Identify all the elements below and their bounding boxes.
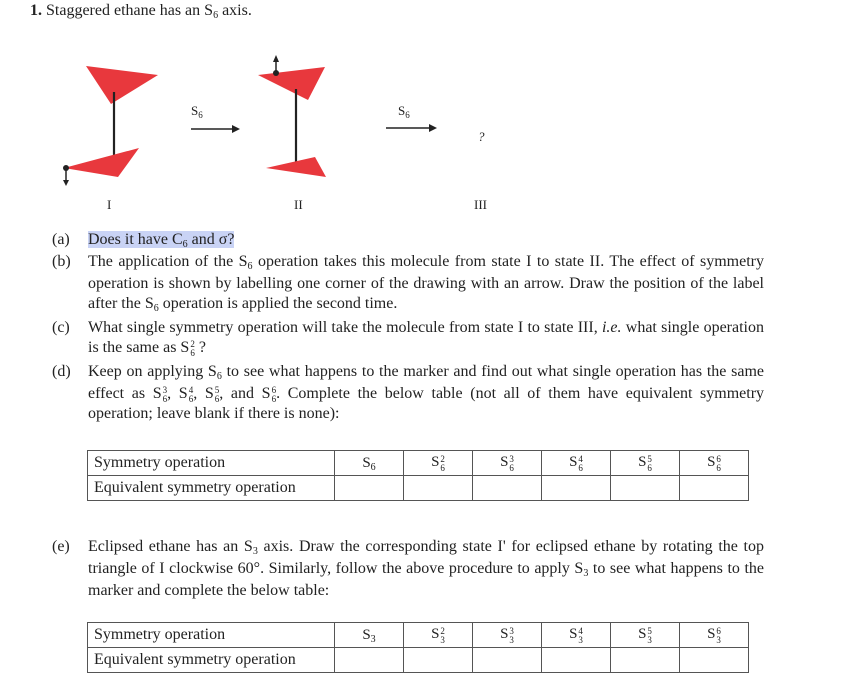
row-label: Symmetry operation <box>88 623 335 648</box>
marker-arrow-icon <box>273 55 279 62</box>
arrow-2-label: $S_6$ <box>398 103 410 120</box>
table-row <box>88 648 749 673</box>
state-i-top-triangle <box>86 66 158 104</box>
arrow-1-label: $S_6$ <box>191 103 203 120</box>
op-cell: S 2 3 <box>404 623 473 648</box>
op-cell: S3 <box>335 623 404 648</box>
answer-cell[interactable] <box>335 476 404 501</box>
s6-arrow-1 <box>191 125 240 133</box>
op-cell: S 6 6 <box>680 451 749 476</box>
op-cell: S 5 3 <box>611 623 680 648</box>
answer-cell[interactable] <box>335 648 404 673</box>
table-row <box>88 623 749 648</box>
answer-cell[interactable] <box>542 648 611 673</box>
op-cell: S 2 6 <box>404 451 473 476</box>
question-d: (d) Keep on applying S6 to see what happens to the marker and find out what single operation has the same effect as S 3 6 , S 4 6 , S 5 6 , and S 6 6 . Complete the below table (not all of them have equivalent symmetry operation; leave blank if there is none): <box>52 363 765 422</box>
problem-title: 1. Staggered ethane has an S6 axis. <box>30 2 252 21</box>
answer-cell[interactable] <box>473 648 542 673</box>
op-cell: S 4 3 <box>542 623 611 648</box>
answer-cell[interactable] <box>611 476 680 501</box>
question-c: (c) What single symmetry operation will take the molecule from state I to state III, i.e. what single operation is the same as S 2 6 ? <box>52 319 764 358</box>
row-label: Symmetry operation <box>88 451 335 476</box>
table-row <box>88 451 749 476</box>
problem-number: 1. <box>30 2 42 19</box>
state-iii-unknown: ? <box>478 129 485 144</box>
op-cell: S 3 6 <box>473 451 542 476</box>
question-e: (e) Eclipsed ethane has an S3 axis. Draw the corresponding state I' for eclipsed ethane by rotating the top triangle of I clockwise 60°. Similarly, follow the above procedure to apply S3 to see what happens to the marker and complete the below table: <box>52 538 765 599</box>
state-ii-top-triangle <box>258 67 325 100</box>
right-arrow-icon <box>429 124 437 132</box>
answer-cell[interactable] <box>680 476 749 501</box>
state-i-molecule <box>63 66 158 186</box>
op-cell: S 6 3 <box>680 623 749 648</box>
row-label: Equivalent symmetry operation <box>88 476 335 501</box>
state-i-bottom-triangle <box>64 148 139 177</box>
op-cell: S 4 6 <box>542 451 611 476</box>
s3-table <box>87 622 749 673</box>
s6-arrow-2 <box>386 124 437 132</box>
state-label-i: I <box>107 197 112 212</box>
answer-cell[interactable] <box>611 648 680 673</box>
answer-cell[interactable] <box>404 648 473 673</box>
table-row <box>88 476 749 501</box>
op-cell: S 3 3 <box>473 623 542 648</box>
marker-arrow-icon <box>63 180 69 186</box>
question-b: (b) The application of the S6 operation takes this molecule from state I to state II. The effect of symmetry operation is shown by labelling one corner of the drawing with an arrow. Draw the position of the label after the S6 operation is applied the second time. <box>52 253 764 314</box>
answer-cell[interactable] <box>473 476 542 501</box>
state-ii-molecule <box>258 55 326 177</box>
state-label-iii: III <box>474 197 487 212</box>
answer-cell[interactable] <box>542 476 611 501</box>
ethane-diagram <box>0 0 856 230</box>
op-cell: S6 <box>335 451 404 476</box>
s6-table <box>87 450 749 501</box>
op-cell: S 5 6 <box>611 451 680 476</box>
right-arrow-icon <box>232 125 240 133</box>
answer-cell[interactable] <box>404 476 473 501</box>
row-label: Equivalent symmetry operation <box>88 648 335 673</box>
answer-cell[interactable] <box>680 648 749 673</box>
highlighted-text: Does it have C6 and σ? <box>88 231 235 250</box>
state-label-ii: II <box>294 197 303 212</box>
question-a: (a) Does it have C6 and σ? <box>52 231 235 250</box>
